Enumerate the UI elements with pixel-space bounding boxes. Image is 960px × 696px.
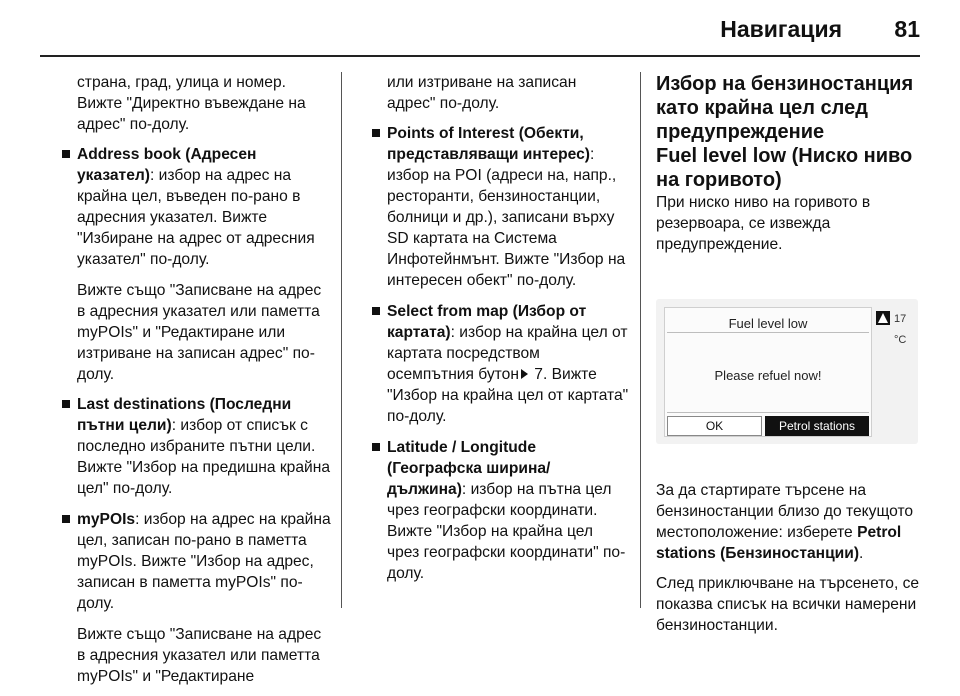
list-item [372, 123, 629, 291]
column-divider [341, 72, 342, 608]
item-text: : избор на пътна цел чрез географски координати. Вижте "Избор на крайна цел чрез географски координати" по-долу. [387, 481, 626, 582]
display-screen [656, 299, 918, 444]
divider [667, 412, 869, 413]
page-number: 81 [894, 16, 920, 42]
bullet-icon [62, 400, 70, 408]
item-text: 7. Вижте "Избор на крайна цел от картата" по-долу. [387, 366, 629, 425]
intro-text: При ниско ниво на горивото в резервоара, се извежда предупреждение. [656, 194, 871, 253]
item-term: Latitude / Longitude (Географска ширина/дължина) [387, 439, 551, 498]
bullet-icon [62, 515, 70, 523]
list-item [62, 509, 332, 614]
display-figure [656, 275, 918, 460]
item-term: Address book (Адресен указател) [77, 146, 257, 184]
bullet-icon [62, 150, 70, 158]
bullet-icon [372, 307, 380, 315]
list-item [372, 437, 629, 584]
page-reference-icon [521, 369, 528, 379]
column-3 [656, 72, 928, 645]
intro-text: или изтриване на записан адрес" по-долу. [387, 74, 577, 112]
instruction-end: . [859, 545, 864, 562]
section-heading: Fuel level low (Ниско ниво на горивото) [656, 145, 913, 191]
section-title: Навигация [720, 16, 842, 42]
item-text: : избор на адрес на крайна цел, записан по-рано в паметта myPOIs. Вижте "Избор на адрес, записан в паметта myPOIs" по-долу. [77, 511, 331, 612]
column-1 [62, 72, 332, 696]
item-text: : избор на адрес на крайна цел, въведен по-рано в адресния указател. Вижте "Избиране на адрес от адресния указател" по-долу. [77, 167, 315, 268]
item-term: Petrol stations (Бензиностанции) [656, 524, 902, 562]
list-item [62, 144, 332, 270]
column-divider [640, 72, 641, 608]
temperature-readout: 17 °C [894, 313, 907, 346]
item-extra: Вижте също "Записване на адрес в адресния указател или паметта myPOIs" и "Редактиране или изтриване на записан адрес" по-долу. [77, 282, 322, 383]
item-text: : избор на POI (адреси на, напр., ресторанти, бензиностанции, болници и др.), записани върху SD картата на Система Инфотейнмънт. Вижте "Избор на интересен обект" по-долу. [387, 146, 626, 289]
warning-dialog [664, 307, 872, 437]
instruction-text [656, 480, 928, 564]
item-term: Points of Interest (Обекти, представляващи интерес) [387, 125, 590, 163]
instruction-body: За да стартирате търсене на бензиностанции близо до текущото местоположение: изберете [656, 482, 914, 541]
item-term: myPOIs [77, 511, 136, 528]
bullet-icon [372, 443, 380, 451]
item-term: Select from map (Избор от картата) [387, 303, 587, 341]
list-item [372, 301, 629, 427]
divider [667, 332, 869, 333]
page-header [0, 0, 960, 50]
item-text: : избор на крайна цел от картата посредством осемпътния бутон [387, 324, 628, 383]
item-extra: Вижте също "Записване на адрес в адресния указател или паметта myPOIs" и "Редактиране [77, 626, 322, 685]
dialog-title: Fuel level low [728, 316, 808, 331]
header-rule [40, 55, 920, 57]
intro-text: страна, град, улица и номер. Вижте "Директно въвеждане на адрес" по-долу. [77, 74, 306, 133]
result-text: След приключване на търсенето, се показва списък на всички намерени бензиностанции. [656, 575, 920, 634]
dialog-message: Please refuel now! [714, 368, 822, 383]
warning-icon [876, 311, 890, 325]
item-text: : избор от списък с последно избраните пътни цели. Вижте "Избор на предишна крайна цел" по-долу. [77, 417, 331, 497]
ok-button[interactable]: OK [667, 416, 762, 436]
petrol-stations-button[interactable]: Petrol stations [765, 416, 869, 436]
section-heading: Избор на бензиностанция като крайна цел след предупреждение [656, 73, 914, 143]
bullet-icon [372, 129, 380, 137]
column-2 [372, 72, 629, 594]
item-term: Last destinations (Последни пътни цели) [77, 396, 292, 434]
list-item [62, 394, 332, 499]
